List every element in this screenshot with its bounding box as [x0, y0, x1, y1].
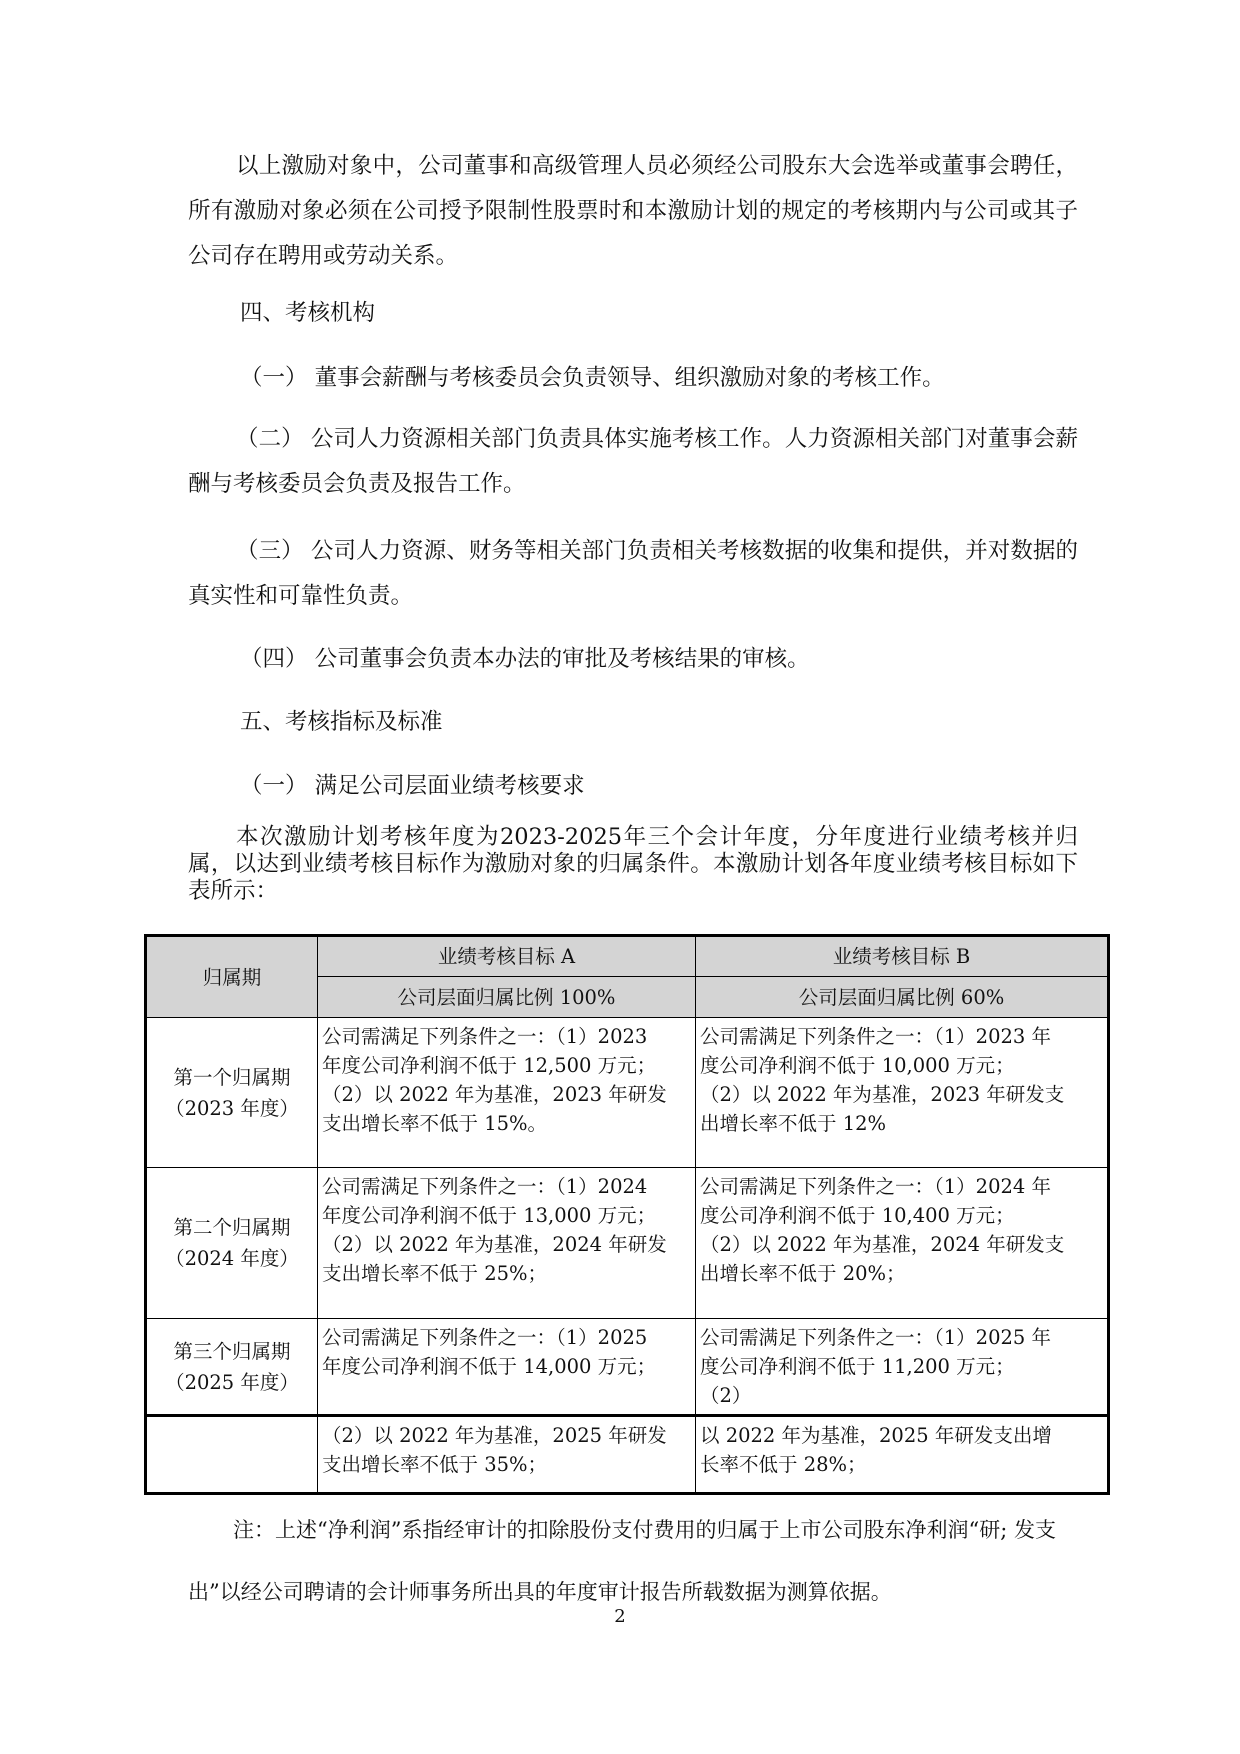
- cell-line: 度公司净利润不低于 10,000 万元；: [700, 1054, 1015, 1077]
- cell-line: 年度公司净利润不低于 12,500 万元；: [322, 1054, 657, 1077]
- period-year: （2024 年度）: [165, 1247, 299, 1270]
- target-b-cell: [696, 1018, 1109, 1168]
- cell-line: （2）以 2022 年为基准，2024 年研发支: [700, 1233, 1065, 1256]
- table-note: 注：上述“净利润”系指经审计的扣除股份支付费用的归属于上市公司股东净利润“研; 发支出”以经公司聘请的会计师事务所出具的年度审计报告所载数据为测算依据。: [188, 1518, 1056, 1604]
- table-row: [146, 1018, 1109, 1168]
- paragraph-eligibility: 以上激励对象中，公司董事和高级管理人员必须经公司股东大会选举或董事会聘任，所有激励对象必须在公司授予限制性股票时和本激励计划的规定的考核期内与公司或其子公司存在聘用或劳动关系。: [188, 153, 1078, 269]
- empty-period-cell: [146, 1416, 318, 1494]
- table-header-row: [146, 936, 1109, 977]
- sub-heading-company-level: （一） 满足公司层面业绩考核要求: [240, 773, 585, 799]
- list-item-3: （三） 公司人力资源、财务等相关部门负责相关考核数据的收集和提供，并对数据的真实性和可靠性负责。: [188, 538, 1078, 609]
- target-a-cell: [318, 1319, 696, 1416]
- cell-line: （2）以 2022 年为基准，2023 年研发支: [700, 1083, 1065, 1106]
- cell-line: 支出增长率不低于 25%；: [322, 1262, 548, 1285]
- cell-line: 年度公司净利润不低于 13,000 万元；: [322, 1204, 657, 1227]
- header-ratio-b: 公司层面归属比例 60%: [696, 977, 1109, 1018]
- cell-line: （2）: [700, 1384, 752, 1407]
- list-item-2: （二） 公司人力资源相关部门负责具体实施考核工作。人力资源相关部门对董事会薪酬与考核委员会负责及报告工作。: [188, 426, 1078, 497]
- table-row: [146, 1319, 1109, 1416]
- cell-line: 公司需满足下列条件之一：（1）2025: [322, 1326, 648, 1349]
- target-b-cell: [696, 1319, 1109, 1416]
- cell-line: 公司需满足下列条件之一：（1）2024 年: [700, 1175, 1051, 1198]
- period-year: （2023 年度）: [165, 1096, 299, 1120]
- cell-line: 度公司净利润不低于 10,400 万元；: [700, 1204, 1015, 1227]
- period-name: 第一个归属期: [173, 1065, 291, 1089]
- target-b-cell: [696, 1416, 1109, 1494]
- header-ratio-a: 公司层面归属比例 100%: [318, 977, 696, 1018]
- target-a-cell: [318, 1168, 696, 1319]
- period-name: 第二个归属期: [173, 1216, 291, 1239]
- cell-line: 年度公司净利润不低于 14,000 万元；: [322, 1355, 657, 1378]
- section-heading-indicators: 五、考核指标及标准: [240, 709, 443, 735]
- page-number: 2: [614, 1606, 626, 1627]
- cell-line: （2）以 2022 年为基准，2024 年研发: [322, 1233, 667, 1256]
- table-row-continuation: [146, 1416, 1109, 1494]
- period-cell: [146, 1168, 318, 1319]
- section-heading-assessment-body: 四、考核机构: [240, 300, 376, 326]
- cell-line: 公司需满足下列条件之一：（1）2023: [322, 1025, 648, 1048]
- performance-target-table: [144, 934, 1110, 1495]
- cell-line: 以 2022 年为基准，2025 年研发支出增: [700, 1424, 1052, 1447]
- target-b-cell: [696, 1168, 1109, 1319]
- cell-line: 出增长率不低于 12%: [700, 1112, 887, 1135]
- period-name: 第三个归属期: [173, 1339, 291, 1363]
- target-a-cell: [318, 1416, 696, 1494]
- list-item-4: （四） 公司董事会负责本办法的审批及考核结果的审核。: [240, 646, 810, 672]
- period-cell: [146, 1018, 318, 1168]
- header-period: 归属期: [146, 936, 318, 1018]
- cell-line: 支出增长率不低于 15%。: [322, 1112, 548, 1135]
- cell-line: （2）以 2022 年为基准，2025 年研发: [322, 1424, 667, 1447]
- list-item-1: （一） 董事会薪酬与考核委员会负责领导、组织激励对象的考核工作。: [240, 365, 945, 391]
- header-target-a: 业绩考核目标 A: [318, 936, 696, 977]
- cell-line: 公司需满足下列条件之一：（1）2024: [322, 1175, 648, 1198]
- cell-line: 度公司净利润不低于 11,200 万元；: [700, 1355, 1015, 1378]
- period-year: （2025 年度）: [165, 1370, 299, 1394]
- paragraph-table-intro: 本次激励计划考核年度为2023-2025年三个会计年度，分年度进行业绩考核并归属，以达到业绩考核目标作为激励对象的归属条件。本激励计划各年度业绩考核目标如下表所示：: [188, 824, 1078, 904]
- cell-line: 公司需满足下列条件之一：（1）2023 年: [700, 1025, 1051, 1048]
- target-a-cell: [318, 1018, 696, 1168]
- cell-line: 长率不低于 28%；: [700, 1453, 867, 1476]
- cell-line: 支出增长率不低于 35%；: [322, 1453, 548, 1476]
- table-row: [146, 1168, 1109, 1319]
- cell-line: 公司需满足下列条件之一：（1）2025 年: [700, 1326, 1051, 1349]
- cell-line: 出增长率不低于 20%；: [700, 1262, 906, 1285]
- header-target-b: 业绩考核目标 B: [696, 936, 1109, 977]
- cell-line: （2）以 2022 年为基准，2023 年研发: [322, 1083, 667, 1106]
- period-cell: [146, 1319, 318, 1416]
